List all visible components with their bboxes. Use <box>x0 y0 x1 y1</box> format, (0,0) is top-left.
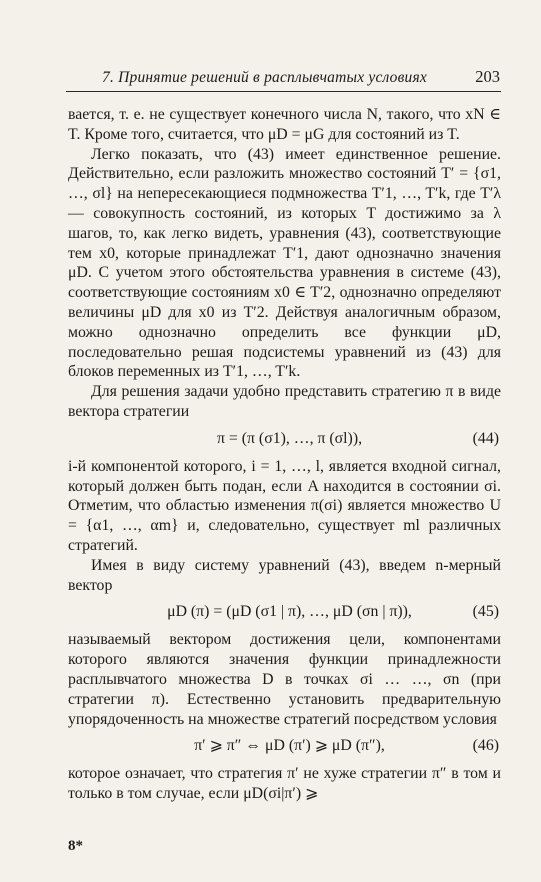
equation-44-expression: π = (π (σ1), …, π (σl)), <box>216 429 363 447</box>
equation-46-number: (46) <box>472 737 499 755</box>
equation-44 <box>68 429 501 449</box>
equation-44-number: (44) <box>472 429 499 447</box>
page-number: 203 <box>475 67 500 86</box>
paragraph-4: i-й компонентой которого, i = 1, …, l, является входной сигнал, который должен быть подан, если A находится в состоянии σi. Отметим, что областью изменения π(σi) является множество U = {α1, …, αm} и, следовательно, существует ml различных стратегий. <box>68 457 501 554</box>
paragraph-3: Для решения задачи удобно представить стратегию π в виде вектора стратегии <box>68 383 501 420</box>
paragraph-5: Имея в виду систему уравнений (43), введем n-мерный вектор <box>68 556 501 594</box>
paragraph-2: Легко показать, что (43) имеет единственное решение. Действительно, если разложить множество состояний T′ = {σ1, …, σl} на непересекающиеся подмножества T′1, …, T′k, где T′λ — совокупность состояний, из которых T достижимо за λ шагов, то, как легко видеть, уравнения (43), соответствующие тем x0, которые принадлежат T′1, дают однозначно значения μD. С учетом этого обстоятельства уравнения в системе (43), соответствующие состояниям x0 ∈ T′2, однозначно определяют величины μD для x0 из T′2. Действуя аналогичным образом, можно однозначно определить все функции μD, последовательно решая подсистемы уравнений из (43) для блоков переменных из T′1, …, T′k. <box>68 145 501 381</box>
signature-mark: 8* <box>68 838 83 854</box>
equation-46-expression: π′ ⩾ π″ ⇔ μD (π′) ⩾ μD (π″), <box>194 737 385 755</box>
equation-46 <box>68 736 501 756</box>
running-title: 7. Принятие решений в расплывчатых условиях <box>102 69 427 86</box>
paragraph-1: вается, т. е. не существует конечного числа N, такого, что xN ∈ T. Кроме того, считается, что μD = μG для состояний из T. <box>68 106 501 143</box>
equation-45 <box>68 602 501 622</box>
equation-45-number: (45) <box>472 603 499 621</box>
equation-45-expression: μD (π) = (μD (σ1 | π), …, μD (σn | π)), <box>167 603 412 621</box>
paragraph-6: называемый вектором достижения цели, компонентами которого являются значения функции принадлежности расплывчатого множества D в точках σi … …, σn (при стратегии π). Естественно установить предварительную упорядоченность на множестве стратегий посредством условия <box>68 631 501 728</box>
paragraph-7: которое означает, что стратегия π′ не хуже стратегии π″ в том и только в том случае, если μD(σi|π′) ⩾ <box>68 765 501 803</box>
page-body <box>68 105 501 804</box>
header-rule <box>66 91 501 92</box>
